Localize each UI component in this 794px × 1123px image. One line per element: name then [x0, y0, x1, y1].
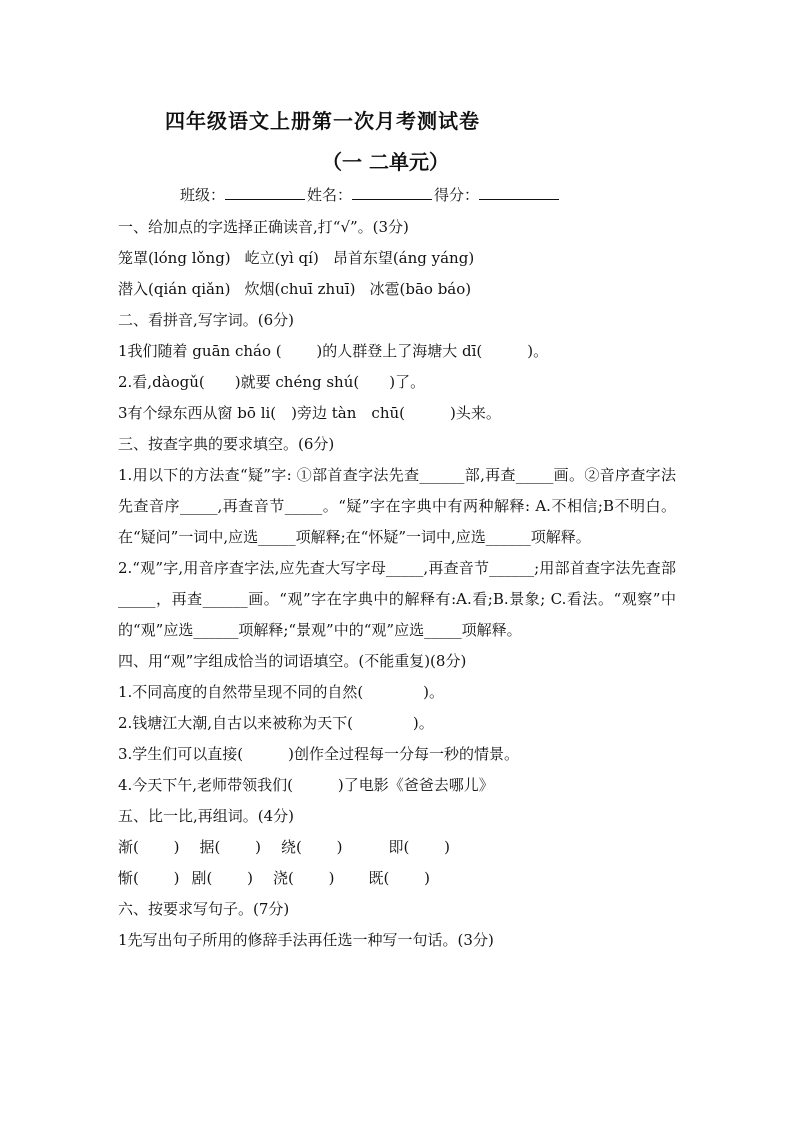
compare-item: 渐( ): [118, 838, 180, 856]
compare-item: 既( ): [368, 869, 430, 887]
exam-title: 四年级语文上册第一次月考测试卷: [165, 109, 480, 133]
section-5-row-2: [118, 863, 676, 894]
class-blank[interactable]: [225, 185, 305, 200]
compare-item: 据( ): [199, 838, 261, 856]
section-1-row-1: [118, 243, 676, 274]
exam-content: [118, 212, 676, 956]
section-2-question-2: 2.看,dàogǔ( )就要 chéng shú( )了。: [118, 373, 426, 391]
section-1-heading: 一、给加点的字选择正确读音,打“√”。(3分): [118, 218, 409, 236]
section-4-question-3: 3.学生们可以直接( )创作全过程每一分每一秒的情景。: [118, 745, 520, 763]
compare-item: 惭( ): [118, 869, 180, 887]
section-6-question-1: 1先写出句子所用的修辞手法再任选一种写一句话。(3分): [118, 931, 494, 949]
section-5-row-1: [118, 832, 676, 863]
section-4-question-2: 2.钱塘江大潮,自古以来被称为天下( )。: [118, 714, 434, 732]
section-4-question-1: 1.不同高度的自然带呈现不同的自然( )。: [118, 683, 445, 701]
score-label: 得分：: [434, 186, 480, 204]
compare-item: 绕( ): [280, 838, 343, 856]
pinyin-item: 冰雹(bāo báo): [369, 280, 472, 298]
section-3-heading: 三、按查字典的要求填空。(6分): [118, 435, 335, 453]
pinyin-item: 潜入(qián qiǎn): [118, 280, 231, 298]
pinyin-item: 昂首东望(áng yáng): [332, 249, 475, 267]
section-4-question-4: 4.今天下午,老师带领我们( )了电影《爸爸去哪儿》: [118, 776, 494, 794]
pinyin-item: 屹立(yì qí): [244, 249, 319, 267]
section-4-heading: 四、用“观”字组成恰当的词语填空。(不能重复)(8分): [118, 652, 467, 670]
section-3-question-1: 1.用以下的方法查“疑”字: ①部首查字法先查______部,再查_____画。②音序查字法先查音序_____,再查音节_____。“疑”字在字典中有两种解释: A.不相信;B不明白。在“疑问”一词中,应选_____项解释;在“怀疑”一词中,应选______项解释。: [118, 466, 676, 546]
score-blank[interactable]: [479, 185, 559, 200]
class-label: 班级：: [180, 186, 226, 204]
name-label: 姓名：: [307, 186, 353, 204]
name-blank[interactable]: [352, 185, 432, 200]
compare-item: 剧( ): [191, 869, 253, 887]
section-1-row-2: [118, 274, 676, 305]
pinyin-item: 笼罩(lóng lǒng): [118, 249, 231, 267]
section-3-question-2: 2.“观”字,用音序查字法,应先查大写字母_____,再查音节______;用部首查字法先查部_____，再查______画。“观”字在字典中的解释有:A.看;B.景象; C.看法。“观察”中的“观”应选______项解释;“景观”中的“观”应选_____项解释。: [118, 559, 676, 639]
exam-subtitle: （一 二单元）: [322, 150, 449, 174]
section-5-heading: 五、比一比,再组词。(4分): [118, 807, 295, 825]
section-2-heading: 二、看拼音,写字词。(6分): [118, 311, 295, 329]
section-2-question-3: 3有个绿东西从窗 bō li( )旁边 tàn chū( )头来。: [118, 404, 501, 422]
compare-item: 浇( ): [272, 869, 335, 887]
compare-item: 即( ): [388, 838, 450, 856]
student-info-line: [180, 184, 561, 205]
pinyin-item: 炊烟(chuī zhuī): [244, 280, 356, 298]
section-6-heading: 六、按要求写句子。(7分): [118, 900, 290, 918]
section-2-question-1: 1我们随着 guān cháo ( )的人群登上了海塘大 dī( )。: [118, 342, 549, 360]
